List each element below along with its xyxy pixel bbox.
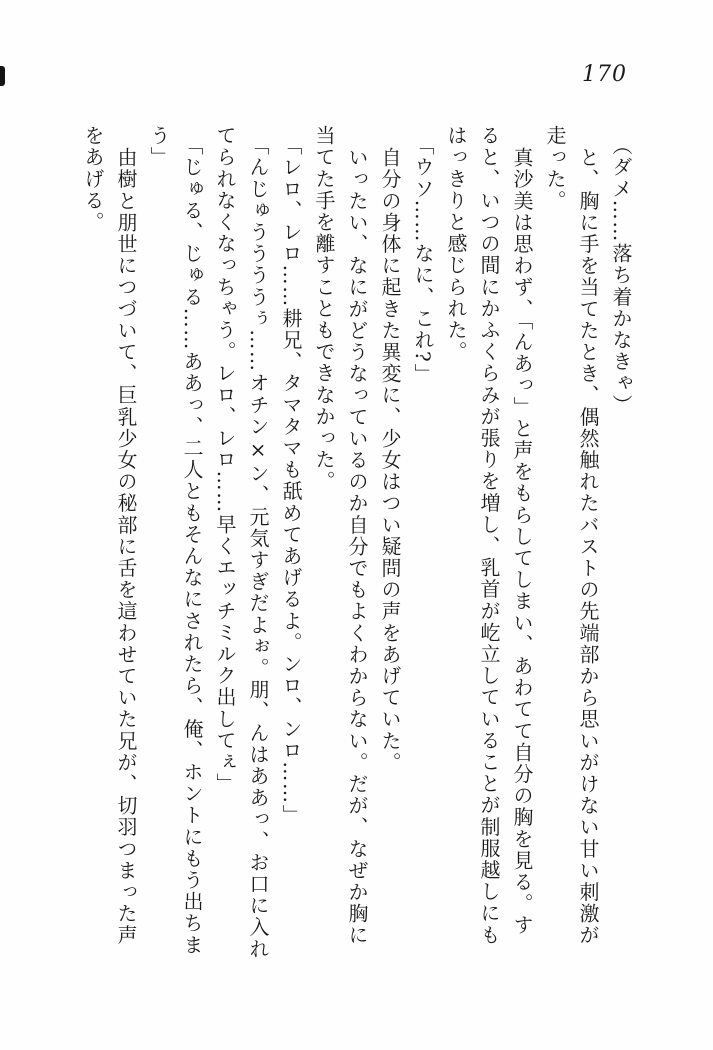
- text-line: 「ウソ……なに、これ?」: [411, 135, 435, 386]
- text-line: 「じゅる、じゅる……ああっ、二人ともそんなにされたら、俺、ホントにもう出ちま: [180, 135, 204, 957]
- text-line: てられなくなっちゃう。レロ、レロ……早くエッチミルク出してぇ」: [213, 125, 237, 795]
- text-line: （ダメ……落ち着かなきゃ）: [609, 135, 633, 417]
- text-line: う」: [147, 125, 171, 169]
- text-line: ると、いつの間にかふくらみが張りを増し、乳首が屹立していることが制服越しにも: [477, 125, 501, 946]
- text-line: はっきりと感じられた。: [444, 125, 468, 363]
- text-line: 「んじゅううううぅ……オチン×ン、元気すぎだよぉ。朋、んはああっ、お口に入れ: [246, 135, 270, 961]
- text-line: 真沙美は思わず、「んあっ」と声をもらしてしまい、あわてて自分の胸を見る。す: [510, 146, 534, 936]
- page-number: 170: [582, 62, 627, 87]
- text-line: 自分の身体に起きた異変に、少女はつい疑問の声をあげていた。: [378, 146, 402, 773]
- text-line: 当てた手を離すこともできなかった。: [312, 125, 336, 493]
- text-line: 由樹と朋世につづいて、巨乳少女の秘部に舌を這わせていた兄が、切羽つまった声: [114, 146, 138, 946]
- text-line: と、胸に手を当てたとき、偶然触れたバストの先端部から思いがけない甘い刺激が: [576, 146, 600, 946]
- text-line: をあげる。: [81, 125, 105, 233]
- text-line: 走った。: [543, 125, 567, 212]
- page-text: [76, 125, 637, 965]
- print-artifact-mark: [0, 66, 5, 86]
- text-line: いったい、なにがどうなっているのか自分でもよくわからない。だが、なぜか胸に: [345, 146, 369, 946]
- text-line: 「レロ、レロ……耕兄、タマタマも舐めてあげるよ。ンロ、ンロ……」: [279, 135, 303, 827]
